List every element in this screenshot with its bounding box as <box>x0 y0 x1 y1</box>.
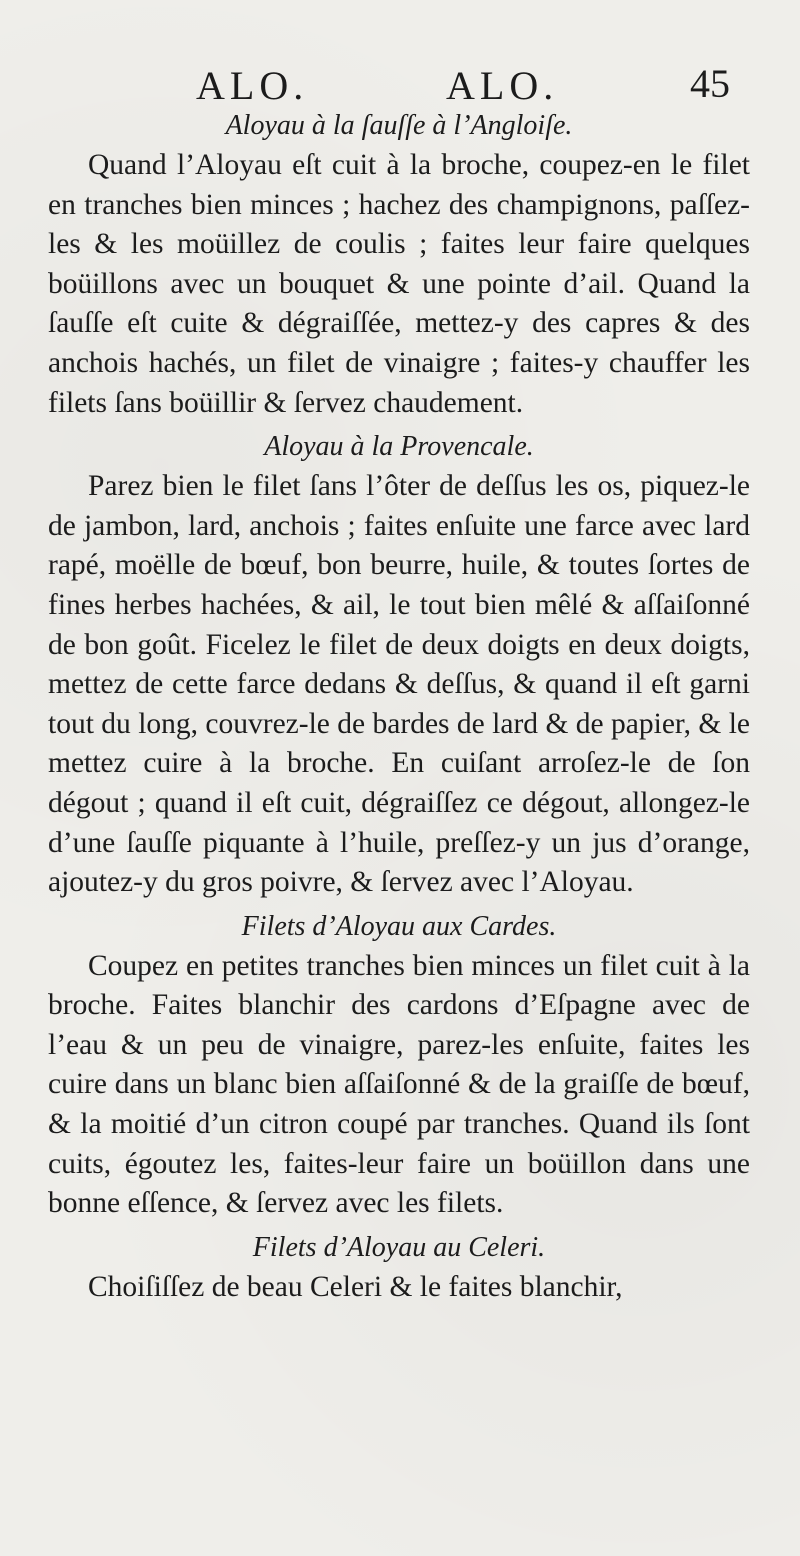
recipe-paragraph: Choiſiſſez de beau Celeri & le faites blanchir, <box>88 1270 623 1303</box>
page-header <box>48 48 750 108</box>
recipe-paragraph: Parez bien le filet ſans l’ôter de deſſus les os, piquez-le de jambon, lard, anchois ; faites enſuite une farce avec lard rapé, moëlle de bœuf, bon beurre, huile, & toutes ſortes de fines herbes hachées, & ail, le tout bien mêlé & aſſaiſonné de bon goût. Ficelez le filet de deux doigts en deux doigts, mettez de cette farce dedans & deſſus, & quand il eſt garni tout du long, couvrez-le de bardes de lard & de papier, & le mettez cuire à la broche. En cuiſant arroſez-le de ſon dégout ; quand il eſt cuit, dégraiſſez ce dégout, allongez-le d’une ſauſſe piquante à l’huile, preſſez-y un jus d’orange, ajoutez-y du gros poivre, & ſervez avec l’Aloyau. <box>48 470 750 899</box>
section-title: Aloyau à la Provencale. <box>264 431 534 463</box>
section-title: Filets d’Aloyau au Celeri. <box>252 1231 546 1263</box>
recipe-paragraph: Coupez en petites tranches bien minces un filet cuit à la broche. Faites blanchir des cardons d’Eſpagne avec de l’eau & un peu de vinaigre, parez-les enſuite, faites les cuire dans un blanc bien aſſaiſonné & de la graiſſe de bœuf, & la moitié d’un citron coupé par tranches. Quand ils ſont cuits, égoutez les, faites-leur faire un boüillon dans une bonne eſſence, & ſervez avec les filets. <box>48 949 750 1220</box>
running-head-right: ALO. <box>446 63 559 108</box>
page-number: 45 <box>690 61 730 106</box>
section-title: Filets d’Aloyau aux Cardes. <box>241 910 557 942</box>
running-head-left: ALO. <box>196 63 309 108</box>
section-title: Aloyau à la ſauſſe à l’Angloiſe. <box>225 110 573 141</box>
recipe-paragraph: Quand l’Aloyau eſt cuit à la broche, coupez-en le filet en tranches bien minces ; hachez des champignons, paſſez-les & les moüillez de coulis ; faites leur faire quelques boüillons avec un bouquet & une pointe d’ail. Quand la ſauſſe eſt cuite & dégraiſſée, mettez-y des capres & des anchois hachés, un filet de vinaigre ; faites-y chauffer les filets ſans boüillir & ſervez chaudement. <box>48 149 750 419</box>
